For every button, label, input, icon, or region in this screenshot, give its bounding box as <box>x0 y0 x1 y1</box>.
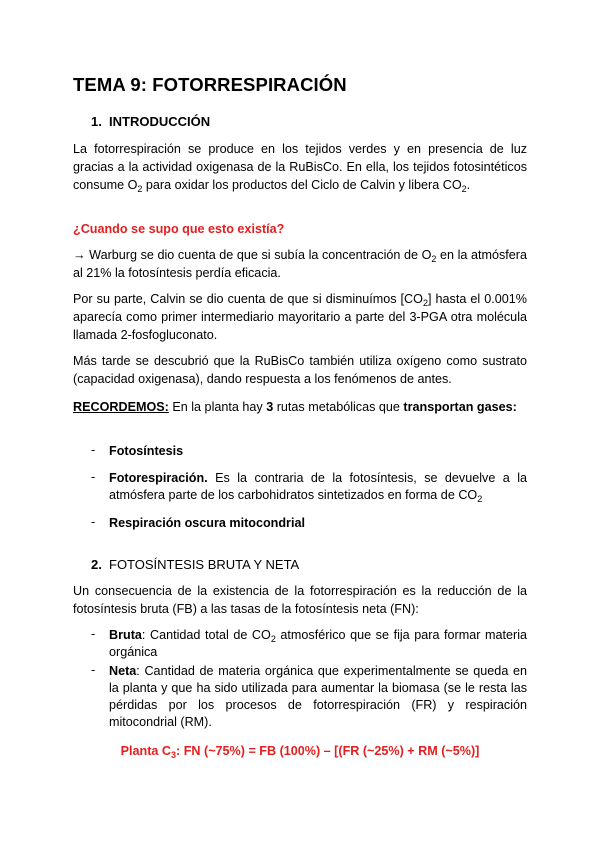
section-1-heading <box>91 114 210 129</box>
section-2-title: FOTOSÍNTESIS BRUTA Y NETA <box>109 557 300 572</box>
recordemos-paragraph <box>73 398 527 416</box>
formula-sub: 3 <box>171 750 177 760</box>
intro-paragraph <box>73 140 527 194</box>
warburg-paragraph <box>73 246 527 282</box>
bullet-bold: Neta <box>109 664 137 678</box>
intro-text-b: para oxidar los productos del Ciclo de Calvin y libera CO <box>142 178 462 192</box>
recordemos-text-b: rutas metabólicas que <box>273 400 404 414</box>
bullet-dash: - <box>91 443 96 457</box>
bullet-text-b: atmosférico que se fija para formar materia orgánica <box>109 628 527 659</box>
bullet-sub: 2 <box>477 494 483 504</box>
intro-sub-1: 2 <box>137 184 143 194</box>
bullet-text-a: : Cantidad total de CO <box>141 628 271 642</box>
recordemos-label: RECORDEMOS: <box>73 400 169 414</box>
formula <box>0 744 600 758</box>
bullet-bold: Respiración oscura mitocondrial <box>109 516 305 530</box>
calvin-sub: 2 <box>422 298 428 308</box>
bullet-sub: 2 <box>270 634 276 644</box>
recordemos-number: 3 <box>266 400 274 414</box>
section-1-number: 1. <box>91 114 102 129</box>
bullet-bold: Fotosíntesis <box>109 444 184 458</box>
rubisco-paragraph: Más tarde se descubrió que la RuBisCo también utiliza oxígeno como sustrato (capacidad oxigenasa), dando respuesta a los fenómenos de antes. <box>73 354 527 386</box>
intro-text-c: . <box>466 178 471 192</box>
warburg-sub: 2 <box>431 254 437 264</box>
intro-sub-2: 2 <box>461 184 467 194</box>
bullet-dash: - <box>91 663 96 677</box>
recordemos-bold: transportan gases: <box>403 400 517 414</box>
warburg-text-b: en la atmósfera al 21% la fotosíntesis perdía eficacia. <box>73 248 527 280</box>
section-2-heading <box>91 557 299 572</box>
question-heading: ¿Cuando se supo que esto existía? <box>73 222 285 236</box>
warburg-text-a: → Warburg se dio cuenta de que si subía la concentración de O <box>73 248 432 262</box>
page-title: TEMA 9: FOTORRESPIRACIÓN <box>73 74 347 95</box>
bullet-bold: Fotorespiración. <box>109 471 208 485</box>
section-2-intro: Un consecuencia de la existencia de la fotorrespiración es la reducción de la fotosíntesis bruta (FB) a las tasas de la fotosíntesis neta (FN): <box>73 584 527 616</box>
formula-text-b: : FN (~75%) = FB (100%) – [(FR (~25%) + RM (~5%)] <box>176 744 480 758</box>
bullet-dash: - <box>91 627 96 641</box>
bullet-bold: Bruta <box>109 628 142 642</box>
bullet-text-a: : Cantidad de materia orgánica que experimentalmente se queda en la planta y que ha sido utilizada para aumentar la biomasa (se le resta las pérdidas por los procesos de fotorrespiración (FR) y respiración mitocondrial (RM). <box>109 664 527 729</box>
intro-text-a: La fotorrespiración se produce en los tejidos verdes y en presencia de luz gracias a la actividad oxigenasa de la RuBisCo. En ella, los tejidos fotosintéticos consume O <box>73 142 527 192</box>
bullet-dash: - <box>91 515 96 529</box>
calvin-text-b: ] hasta el 0.001% aparecía como primer intermediario mayoritario a parte del 3-PGA otra molécula llamada 2-fosfogluconato. <box>73 292 527 342</box>
recordemos-text-a: En la planta hay <box>168 400 267 414</box>
bullet-dash: - <box>91 470 96 484</box>
section-1-title: INTRODUCCIÓN <box>109 114 211 129</box>
bullet-text: Es la contraria de la fotosíntesis, se devuelve a la atmósfera parte de los carbohidratos sintetizados en forma de CO <box>109 471 527 502</box>
calvin-paragraph <box>73 290 527 344</box>
formula-text-a: Planta C <box>120 744 171 758</box>
section-2-number: 2. <box>91 557 102 572</box>
calvin-text-a: Por su parte, Calvin se dio cuenta de que si disminuímos [CO <box>73 292 423 306</box>
